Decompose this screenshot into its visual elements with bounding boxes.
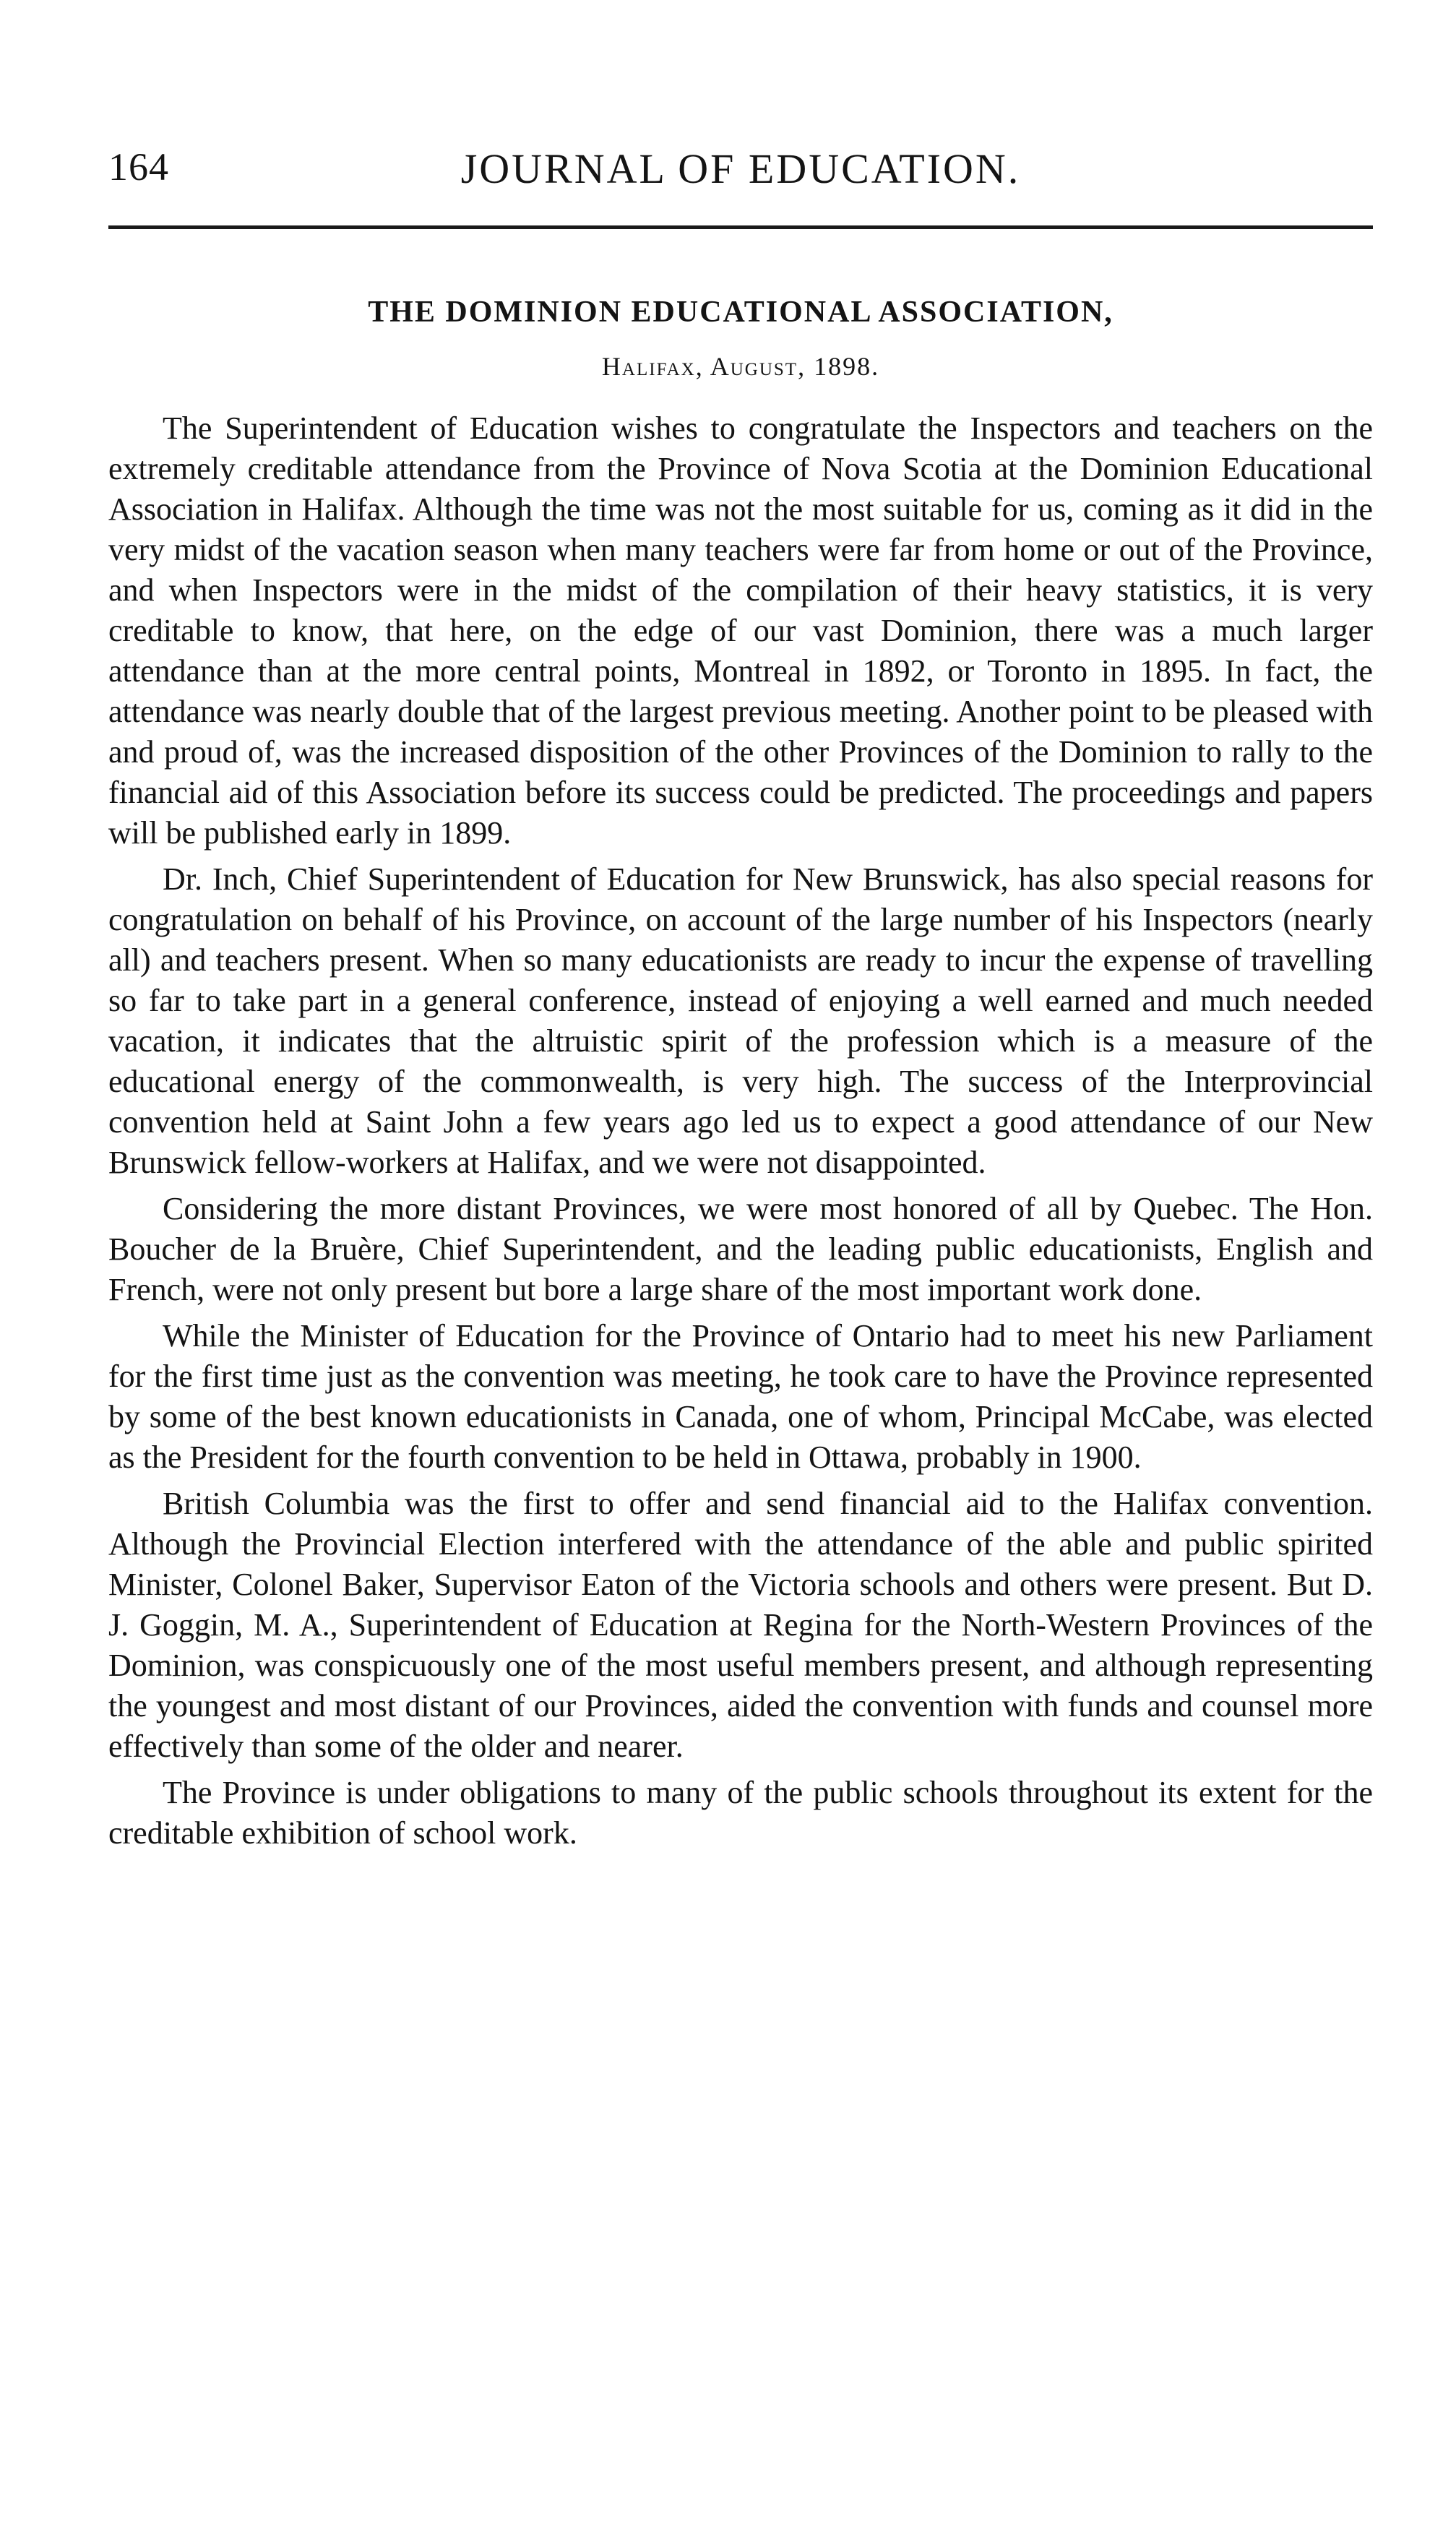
paragraph-6: The Province is under obligations to many of the public schools throughout its extent for the creditable exhibition of school work. — [108, 1775, 1373, 1851]
header-rule — [108, 225, 1373, 229]
paragraph-1: The Superintendent of Education wishes to congratulate the Inspectors and teachers on the extremely creditable attendance from the Province of Nova Scotia at the Dominion Educational Association in Halifax. Although the time was not the most suitable for us, coming as it did in the very midst of the vacation season when many teachers were far from home or out of the Province, and when Inspectors were in the midst of the compilation of their heavy statistics, it is very creditable to know, that here, on the edge of our vast Dominion, there was a much larger attendance than at the more central points, Montreal in 1892, or Toronto in 1895. In fact, the attendance was nearly double that of the largest previous meeting. Another point to be pleased with and proud of, was the increased disposition of the other Provinces of the Dominion to rally to the financial aid of this Association before its success could be predicted. The proceedings and papers will be published early in 1899. — [108, 410, 1373, 851]
page-number: 164 — [108, 145, 169, 189]
paragraph-4: While the Minister of Education for the Province of Ontario had to meet his new Parliament for the first time just as the convention was meeting, he took care to have the Province represented by some of the best known educationists in Canada, one of whom, Principal McCabe, was elected as the President for the fourth convention to be held in Ottawa, probably in 1900. — [108, 1318, 1373, 1475]
journal-title: JOURNAL OF EDUCATION. — [460, 145, 1021, 192]
paragraph-2: Dr. Inch, Chief Superintendent of Education for New Brunswick, has also special reasons for congratulation on behalf of his Province, on account of the large number of his Inspectors (nearly all) and teachers present. When so many educationists are ready to incur the expense of travelling so far to take part in a general conference, instead of enjoying a well earned and much needed vacation, it indicates that the altruistic spirit of the profession which is a measure of the educational energy of the commonwealth, is very high. The success of the Interprovincial convention held at Saint John a few years ago led us to expect a good attendance of our New Brunswick fellow-workers at Halifax, and we were not disappointed. — [108, 861, 1373, 1180]
running-head — [108, 130, 1373, 195]
paragraph-3: Considering the more distant Provinces, we were most honored of all by Quebec. The Hon. Boucher de la Bruère, Chief Superintendent, and the leading public educationists, English and French, were not only present but bore a large share of the most important work done. — [108, 1191, 1373, 1307]
article-dateline: Halifax, August, 1898. — [601, 352, 880, 381]
article-body — [108, 408, 1373, 1859]
journal-page — [108, 130, 1373, 1851]
article-title: THE DOMINION EDUCATIONAL ASSOCIATION, — [368, 296, 1113, 329]
paragraph-5: British Columbia was the first to offer and send financial aid to the Halifax convention. Although the Provincial Election interfered with the attendance of the able and public spirited Minister, Colonel Baker, Supervisor Eaton of the Victoria schools and others were present. But D. J. Goggin, M. A., Superintendent of Education at Regina for the North-Western Provinces of the Dominion, was conspicuously one of the most useful members present, and although representing the youngest and most distant of our Provinces, aided the convention with funds and counsel more effectively than some of the older and nearer. — [108, 1486, 1373, 1764]
